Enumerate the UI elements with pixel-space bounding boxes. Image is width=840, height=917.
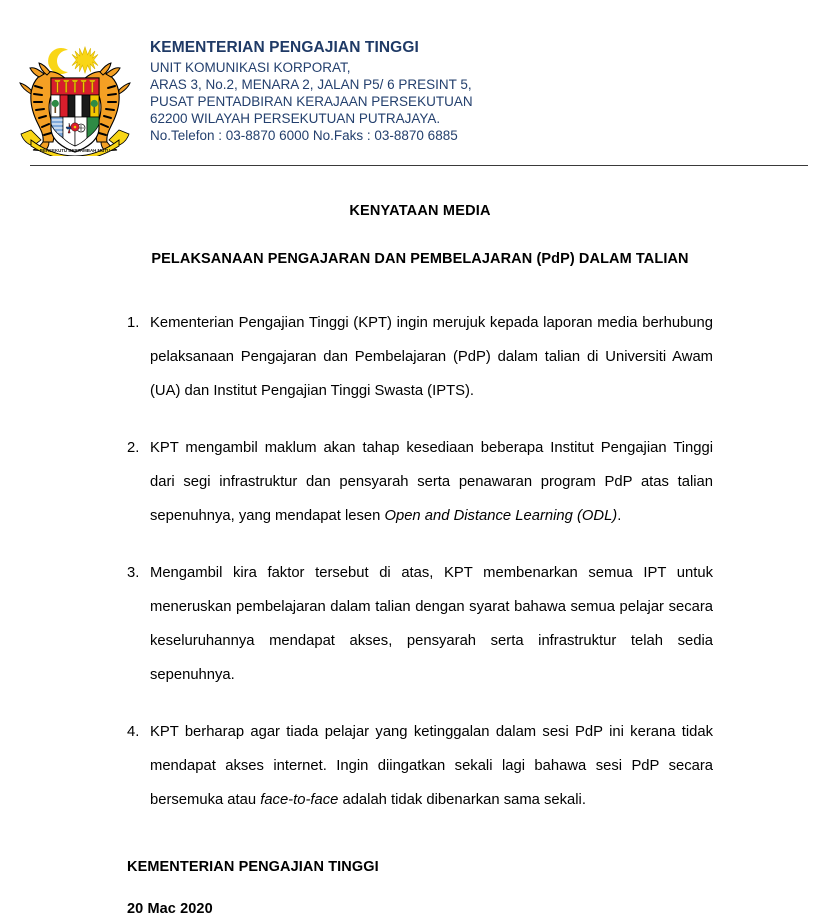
letterhead-text-block	[150, 22, 473, 144]
page-title: KENYATAAN MEDIA	[349, 203, 491, 219]
list-item-text: KPT mengambil maklum akan tahap kesediaan beberapa Institut Pengajian Tinggi dari segi infrastruktur dan pensyarah serta penawaran program PdP atas talian sepenuhnya, yang mendapat lesen Open and Distance Learning (ODL).	[150, 440, 713, 524]
footer-ministry-name: KEMENTERIAN PENGAJIAN TINGGI	[127, 859, 379, 875]
list-item	[127, 715, 713, 817]
ministry-name: KEMENTERIAN PENGAJIAN TINGGI	[150, 39, 419, 56]
list-item-number: 3.	[127, 565, 140, 581]
list-item-text: KPT berharap agar tiada pelajar yang ketinggalan dalam sesi PdP ini kerana tidak mendapat akses internet. Ingin diingatkan sekali lagi bahawa sesi PdP secara bersemuka atau face-to-face adalah tidak dibenarkan sama sekali.	[150, 724, 713, 808]
contact-line: No.Telefon : 03-8870 6000 No.Faks : 03-8870 6885	[150, 128, 458, 144]
header-divider	[30, 165, 808, 166]
list-item-number: 2.	[127, 440, 140, 456]
list-item-number: 1.	[127, 315, 140, 331]
coat-of-arms-icon	[13, 28, 137, 156]
list-item	[127, 556, 713, 692]
list-item	[127, 431, 713, 533]
list-item-text: Mengambil kira faktor tersebut di atas, KPT membenarkan semua IPT untuk meneruskan pembelajaran dalam talian dengan syarat bahawa semua pelajar secara keseluruhannya mendapat akses, pensyarah serta infrastruktur telah sedia sepenuhnya.	[150, 565, 713, 683]
svg-text:BERSEKUTU BERTAMBAH MUTU: BERSEKUTU BERTAMBAH MUTU	[39, 148, 111, 153]
address-line-2: ARAS 3, No.2, MENARA 2, JALAN P5/ 6 PRESINT 5,	[150, 76, 472, 92]
page-subtitle: PELAKSANAAN PENGAJARAN DAN PEMBELAJARAN (PdP) DALAM TALIAN	[151, 251, 689, 267]
shield-icon	[51, 78, 99, 152]
list-item-number: 4.	[127, 724, 140, 740]
footer-date: 20 Mac 2020	[127, 901, 213, 917]
address-line-1: UNIT KOMUNIKASI KORPORAT,	[150, 59, 351, 75]
letterhead	[0, 0, 840, 156]
crest-container	[0, 22, 150, 156]
list-item-text: Kementerian Pengajian Tinggi (KPT) ingin merujuk kepada laporan media berhubung pelaksanaan Pengajaran dan Pembelajaran (PdP) dalam talian di Universiti Awam (UA) dan Institut Pengajian Tinggi Swasta (IPTS).	[150, 315, 713, 399]
list-item	[127, 306, 713, 408]
statement-body	[0, 306, 840, 817]
address-line-3: PUSAT PENTADBIRAN KERAJAAN PERSEKUTUAN	[150, 93, 473, 109]
signature-block	[0, 859, 840, 917]
address-line-4: 62200 WILAYAH PERSEKUTUAN PUTRAJAYA.	[150, 110, 441, 126]
